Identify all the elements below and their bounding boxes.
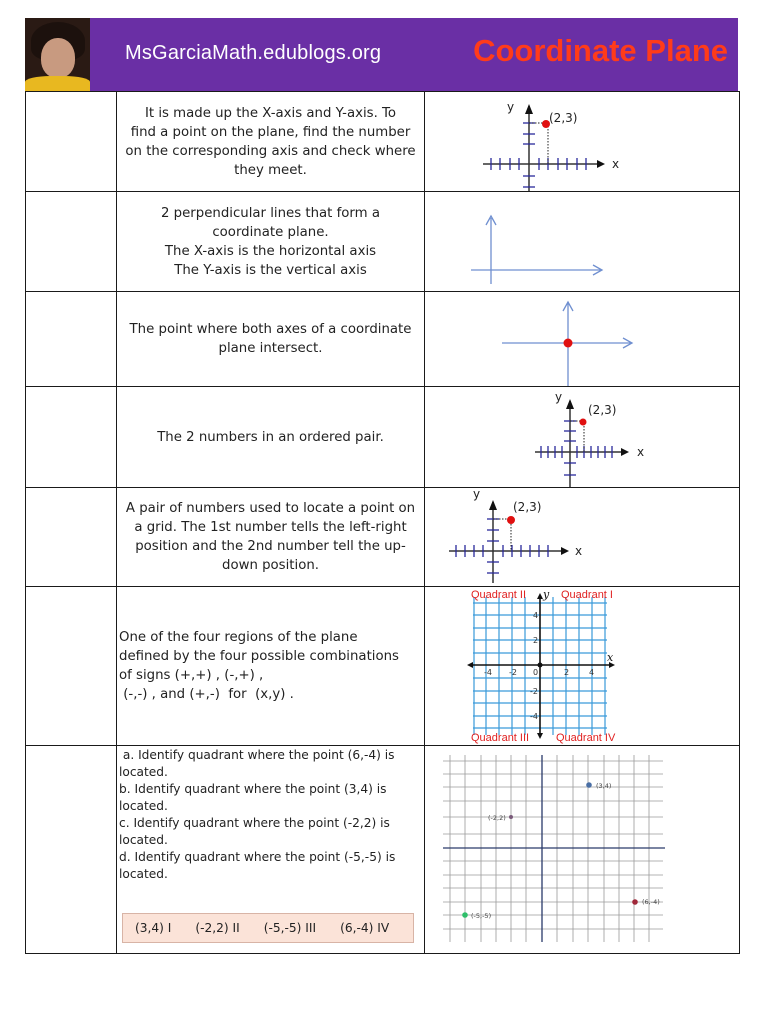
svg-text:y: y [555,390,563,404]
term-cell [26,746,117,954]
author-photo [25,18,90,91]
axes-with-point-diagram [425,488,739,586]
plotted-points-graph [425,750,739,949]
svg-text:2: 2 [533,636,539,645]
table-row [26,746,740,954]
page-title: Coordinate Plane [473,33,728,68]
figure-cell [425,488,740,587]
vocabulary-table [25,91,740,954]
origin-point-marker [564,339,573,348]
svg-text:(-5,-5): (-5,-5) [471,912,492,920]
practice-cell: a. Identify quadrant where the point (6,-4) is located. b. Identify quadrant where the point (3,4) is located. c. Identify quadrant where the point (-2,2) is located. d. Identify quadrant where the point (-5,-5) is located. (3,4) I (-2,2) II (-5,-5) III (6,-4) IV [117,746,425,954]
svg-text:x: x [612,157,620,171]
svg-text:(3,4): (3,4) [596,782,612,790]
svg-text:x: x [575,544,583,558]
svg-text:(-2,2): (-2,2) [488,814,506,822]
svg-text:Quadrant I: Quadrant I [561,589,613,601]
svg-text:(2,3): (2,3) [549,111,578,125]
definition-cell: One of the four regions of the plane defined by the four possible combinations of signs (+,+) , (-,+) , (-,-) , and (+,-) for (x,y) . [117,587,425,746]
table-row [26,292,740,387]
term-cell [26,587,117,746]
svg-text:0: 0 [533,668,539,677]
point-neg5-neg5 [462,912,468,918]
table-row [26,387,740,488]
svg-text:Quadrant III: Quadrant III [471,732,530,744]
svg-text:-4: -4 [530,712,538,721]
question-a: a. Identify quadrant where the point (6,-4) is [119,748,395,762]
figure-cell [425,92,740,192]
point-3-4 [586,782,592,788]
definition-cell: It is made up the X-axis and Y-axis. To find a point on the plane, find the number on the corresponding axis and check where they meet. [117,92,425,192]
quadrant-grid-diagram [425,587,739,745]
figure-cell [425,292,740,387]
point-neg2-2 [509,815,513,819]
table-row [26,92,740,192]
svg-text:x: x [637,445,645,459]
svg-text:y: y [473,488,481,501]
definition-cell: A pair of numbers used to locate a point on a grid. The 1st number tells the left-right position and the 2nd number tell the up- down position. [117,488,425,587]
term-cell [26,292,117,387]
svg-text:y: y [507,100,515,114]
svg-text:(2,3): (2,3) [513,500,542,514]
svg-text:y: y [543,588,550,601]
page-header [25,18,738,91]
perpendicular-axes-diagram [425,192,739,291]
figure-cell [425,746,740,954]
answer-key: (3,4) I (-2,2) II (-5,-5) III (6,-4) IV [122,913,414,943]
figure-cell [425,387,740,488]
figure-cell [425,587,740,746]
axes-with-point-diagram [425,387,739,487]
svg-text:-2: -2 [509,668,517,677]
svg-text:-2: -2 [530,687,538,696]
point-marker [580,419,587,426]
svg-text:x: x [607,651,614,664]
question-b: b. Identify quadrant where the point (3,4) is [119,782,387,796]
site-name: MsGarciaMath.edublogs.org [125,42,382,64]
svg-text:Quadrant II: Quadrant II [471,589,527,601]
origin-diagram [425,292,739,386]
point-6-neg4 [632,899,638,905]
definition-cell: The point where both axes of a coordinate plane intersect. [117,292,425,387]
term-cell [26,488,117,587]
term-cell [26,192,117,292]
point-marker [507,516,515,524]
axes-with-point-diagram [425,92,739,191]
svg-text:4: 4 [533,611,539,620]
svg-text:-4: -4 [484,668,492,677]
question-c: c. Identify quadrant where the point (-2,2) is [119,816,390,830]
definition-cell: The 2 numbers in an ordered pair. [117,387,425,488]
question-d: d. Identify quadrant where the point (-5,-5) is [119,850,396,864]
svg-text:Quadrant IV: Quadrant IV [556,732,616,744]
term-cell [26,92,117,192]
svg-text:(6,-4): (6,-4) [642,898,660,906]
term-cell [26,387,117,488]
table-row [26,587,740,746]
svg-text:2: 2 [564,668,570,677]
svg-text:4: 4 [589,668,595,677]
figure-cell [425,192,740,292]
table-row [26,192,740,292]
svg-text:(2,3): (2,3) [588,403,617,417]
definition-cell: 2 perpendicular lines that form a coordinate plane. The X-axis is the horizontal axis The Y-axis is the vertical axis [117,192,425,292]
table-row [26,488,740,587]
